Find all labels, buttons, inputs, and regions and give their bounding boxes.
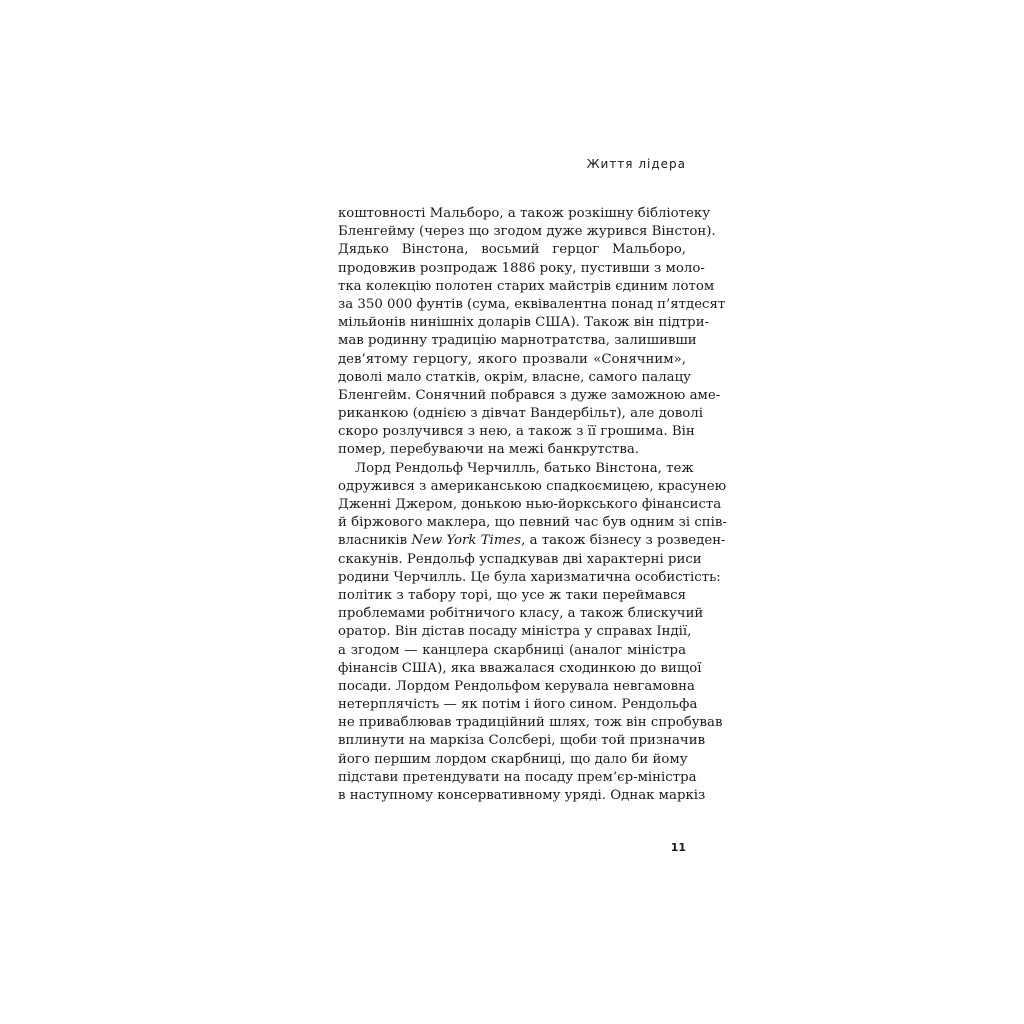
text-line: мільйонів нинішніх доларів США). Також він підтри- [338,315,710,331]
text-line: скоро розлучився з нею, а також з її грошима. Він [338,424,695,440]
text-line: оратор. Він дістав посаду міністра у справах Індії, [338,624,692,640]
text-line: посади. Лордом Рендольфом керувала невгамовна [338,678,695,694]
running-header: Життя лідера [586,157,686,171]
text-line: фінансів США), яка вважалася сходинкою до вищої [338,660,702,676]
text-line: Бленгейм. Сонячний побрався з дуже заможною аме- [338,387,721,403]
text-line: одружився з американською спадкоємицею, красунею [338,478,727,494]
text-line: помер, перебуваючи на межі банкрутства. [338,442,640,458]
text-line: Дженні Джером, донькою нью-йоркського фінансиста [338,497,722,512]
text-line: мав родинну традицію марнотратства, залишивши [338,333,697,349]
text-line: в наступному консервативному уряді. Однак маркіз [338,788,706,803]
body-text [338,205,727,805]
text-line: його першим лордом скарбниці, що дало би йому [338,751,688,767]
text-line: скакунів. Рендольф успадкував дві характерні риси [338,551,702,567]
text-line: риканкою (однією з дівчат Вандербільт), але доволі [338,406,703,422]
text-line: вплинути на маркіза Солсбері, щоби той призначив [338,733,706,749]
text-segment: , а також бізнесу з розведен- [521,533,726,549]
text-line: продовжив розпродаж 1886 року, пустивши з моло- [338,260,705,276]
text-line: доволі мало статків, окрім, власне, самого палацу [338,369,691,385]
text-line: а згодом — канцлера скарбниці (аналог міністра [338,642,686,658]
text-line: Дядько Вінстона, восьмий герцог Мальборо, [338,242,686,258]
text-line: коштовності Мальборо, а також розкішну бібліотеку [338,206,711,221]
text-line: родини Черчилль. Це була харизматична особистість: [338,569,721,585]
text-line: нетерплячість — як потім і його сином. Рендольфа [338,697,698,713]
newspaper-title: New York Times [411,533,522,549]
text-line: Бленгейму (через що згодом дуже журився Вінстон). [338,224,716,240]
text-line: не приваблював традиційний шлях, тож він спробував [338,715,723,731]
text-line: політик з табору торі, що усе ж таки переймався [338,587,686,603]
text-line: дев’ятому герцогу, якого прозвали «Сонячним», [338,351,686,367]
text-line: й біржового маклера, що певний час був одним зі спів- [338,515,727,531]
text-line: тка колекцію полотен старих майстрів єдиним лотом [338,278,715,294]
text-segment: власників [338,533,412,549]
text-line: Лорд Рендольф Черчилль, батько Вінстона, теж [355,460,694,476]
text-line: підстави претендувати на посаду прем’єр-міністра [338,769,697,785]
text-line-with-italic [338,532,726,550]
text-line: проблемами робітничого класу, а також блискучий [338,606,704,622]
page-number: 11 [670,841,686,854]
text-line: за 350 000 фунтів (сума, еквівалентна понад п’ятдесят [338,296,726,312]
